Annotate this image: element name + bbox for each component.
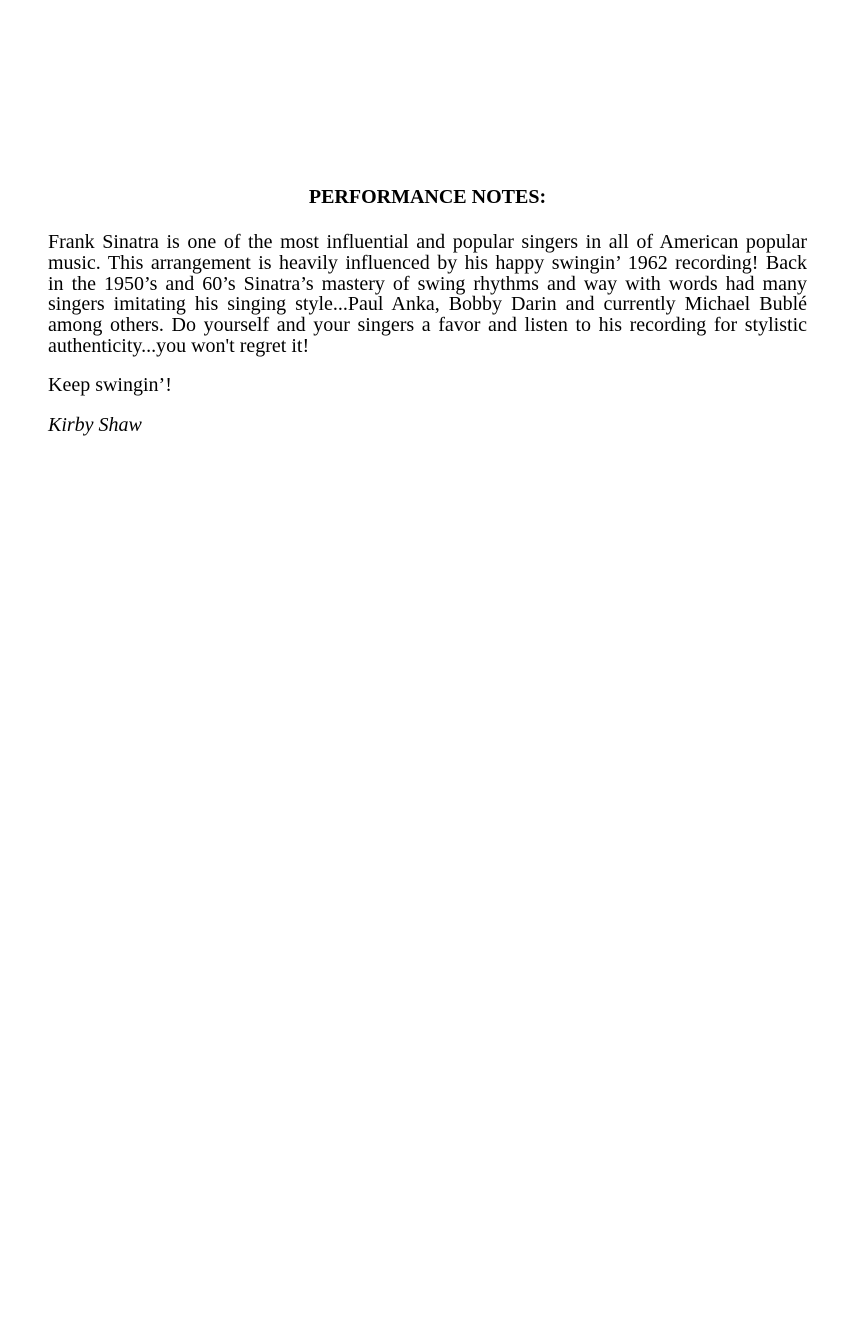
- author-signature: Kirby Shaw: [48, 413, 142, 436]
- notes-paragraph: [48, 232, 807, 357]
- paragraph-line: music. This arrangement is heavily influenced by his happy swingin’ 1962 recording! Back: [48, 251, 807, 274]
- paragraph-line: among others. Do yourself and your singers a favor and listen to his recording for stylistic: [48, 314, 807, 337]
- paragraph-line: Frank Sinatra is one of the most influential and popular singers in all of American popular: [48, 231, 807, 253]
- closing-line: Keep swingin’!: [48, 373, 172, 396]
- paragraph-line: singers imitating his singing style...Paul Anka, Bobby Darin and currently Michael Bublé: [48, 293, 807, 316]
- performance-notes-heading: PERFORMANCE NOTES:: [308, 186, 547, 208]
- paragraph-line: in the 1950’s and 60’s Sinatra’s mastery of swing rhythms and way with words had many: [48, 272, 807, 295]
- paragraph-line: authenticity...you won't regret it!: [48, 334, 310, 357]
- performance-notes-section: [48, 184, 807, 437]
